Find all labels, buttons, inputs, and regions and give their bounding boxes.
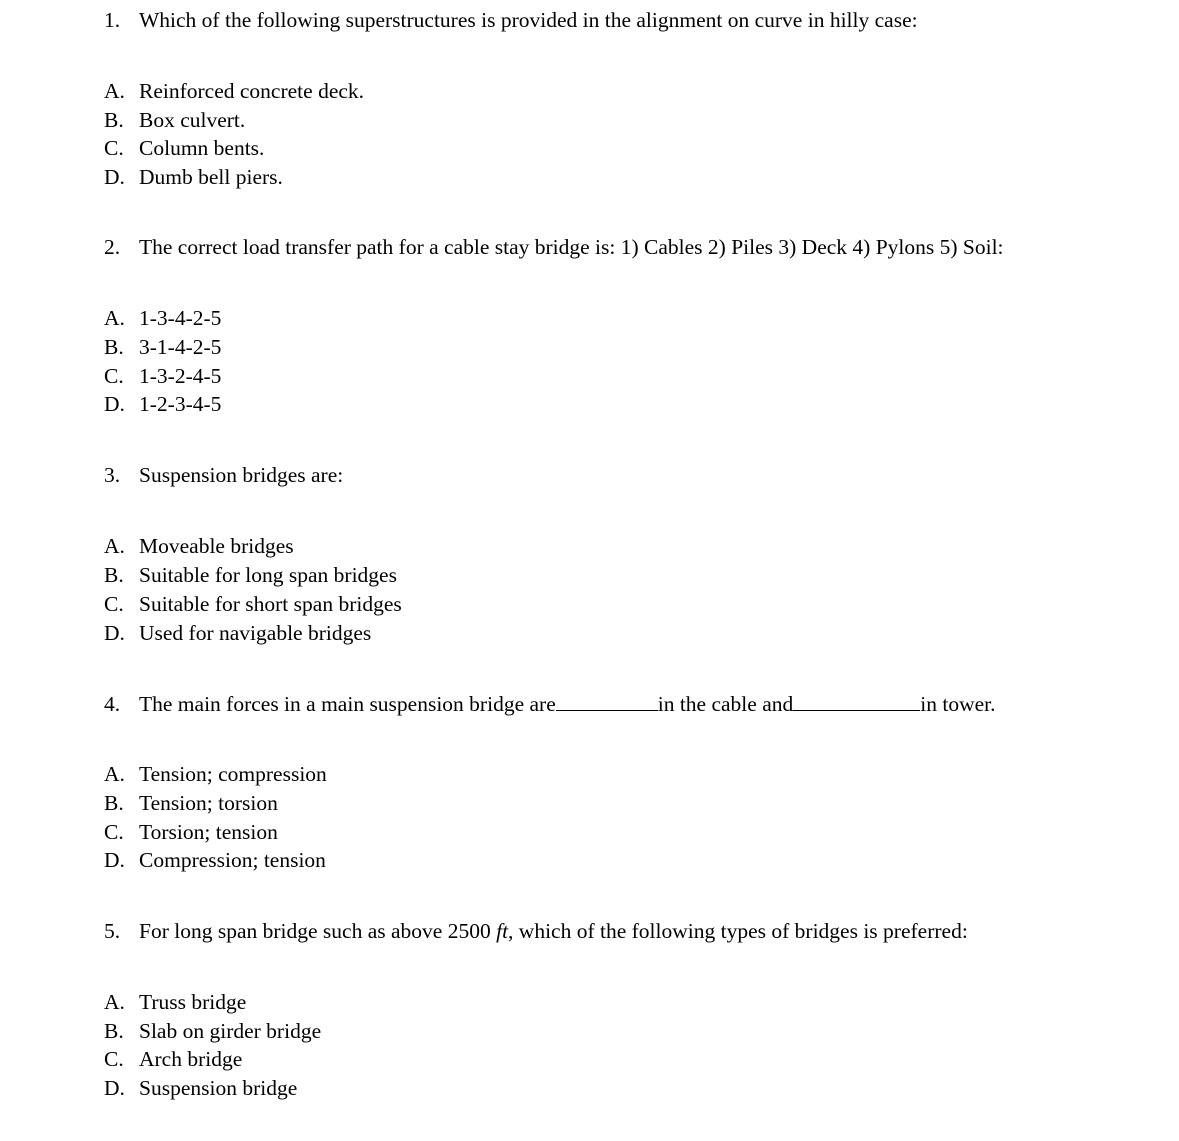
option-letter: B. xyxy=(104,1019,124,1043)
option-text: Box culvert. xyxy=(139,108,246,132)
option-text: Reinforced concrete deck. xyxy=(139,79,365,103)
option-letter: A. xyxy=(104,79,125,103)
option-letter: A. xyxy=(104,306,125,330)
question-text: Suspension bridges are: xyxy=(139,463,344,487)
question-number: 5. xyxy=(104,919,121,943)
option-letter: C. xyxy=(104,136,124,160)
question-2-option-d xyxy=(104,390,221,418)
question-number: 4. xyxy=(104,692,121,716)
question-1-option-a xyxy=(104,77,364,105)
question-3-option-a xyxy=(104,532,294,560)
question-5-option-c xyxy=(104,1045,242,1073)
option-text: 1-3-4-2-5 xyxy=(139,306,222,330)
option-letter: D. xyxy=(104,165,125,189)
question-4 xyxy=(104,690,996,718)
question-3-option-c xyxy=(104,590,402,618)
option-letter: B. xyxy=(104,563,124,587)
question-1-option-b xyxy=(104,106,245,134)
option-letter: A. xyxy=(104,762,125,786)
option-text: Dumb bell piers. xyxy=(139,165,283,189)
question-4-option-c xyxy=(104,818,278,846)
option-letter: C. xyxy=(104,1047,124,1071)
question-5-option-b xyxy=(104,1017,321,1045)
option-text: Moveable bridges xyxy=(139,534,294,558)
question-2-option-b xyxy=(104,333,221,361)
answer-blank-2 xyxy=(793,690,920,711)
question-number: 1. xyxy=(104,8,121,32)
question-5 xyxy=(104,917,968,945)
option-text: Torsion; tension xyxy=(139,820,278,844)
question-2-option-a xyxy=(104,304,221,332)
option-letter: A. xyxy=(104,534,125,558)
question-5-option-a xyxy=(104,988,246,1016)
option-text: 3-1-4-2-5 xyxy=(139,335,222,359)
question-3 xyxy=(104,461,343,489)
option-text: Compression; tension xyxy=(139,848,326,872)
question-5-option-d xyxy=(104,1074,297,1102)
option-text: Truss bridge xyxy=(139,990,247,1014)
question-text: Which of the following superstructures is provided in the alignment on curve in hilly case: xyxy=(139,8,918,32)
question-2-option-c xyxy=(104,362,221,390)
option-text: Suspension bridge xyxy=(139,1076,298,1100)
question-text-part1: The main forces in a main suspension bridge are xyxy=(139,692,556,716)
option-letter: D. xyxy=(104,621,125,645)
option-text: 1-2-3-4-5 xyxy=(139,392,222,416)
answer-blank-1 xyxy=(556,690,658,711)
question-number: 2. xyxy=(104,235,121,259)
question-4-option-a xyxy=(104,760,327,788)
question-text-part2: in the cable and xyxy=(657,692,794,716)
question-3-option-d xyxy=(104,619,371,647)
question-1-option-d xyxy=(104,163,283,191)
option-letter: A. xyxy=(104,990,125,1014)
option-letter: B. xyxy=(104,108,124,132)
option-letter: C. xyxy=(104,364,124,388)
option-letter: D. xyxy=(104,392,125,416)
question-text-part1: For long span bridge such as above 2500 xyxy=(139,919,497,943)
option-text: Slab on girder bridge xyxy=(139,1019,322,1043)
option-text: Suitable for long span bridges xyxy=(139,563,397,587)
option-letter: C. xyxy=(104,592,124,616)
option-text: Tension; compression xyxy=(139,762,327,786)
question-1-option-c xyxy=(104,134,264,162)
question-4-option-b xyxy=(104,789,278,817)
option-text: Suitable for short span bridges xyxy=(139,592,402,616)
question-text-part2: , which of the following types of bridges is preferred: xyxy=(508,919,968,943)
question-text: The correct load transfer path for a cable stay bridge is: 1) Cables 2) Piles 3) Deck 4) Pylons 5) Soil: xyxy=(139,235,1004,259)
option-text: Arch bridge xyxy=(139,1047,243,1071)
option-text: Column bents. xyxy=(139,136,265,160)
option-text: Tension; torsion xyxy=(139,791,278,815)
question-3-option-b xyxy=(104,561,397,589)
option-letter: D. xyxy=(104,848,125,872)
option-letter: B. xyxy=(104,335,124,359)
option-letter: B. xyxy=(104,791,124,815)
unit-ft: ft xyxy=(496,919,509,943)
option-letter: D. xyxy=(104,1076,125,1100)
option-text: Used for navigable bridges xyxy=(139,621,372,645)
question-2 xyxy=(104,233,1004,261)
question-4-option-d xyxy=(104,846,326,874)
question-1 xyxy=(104,6,918,34)
option-letter: C. xyxy=(104,820,124,844)
option-text: 1-3-2-4-5 xyxy=(139,364,222,388)
question-number: 3. xyxy=(104,463,121,487)
question-text-part3: in tower. xyxy=(920,692,996,716)
